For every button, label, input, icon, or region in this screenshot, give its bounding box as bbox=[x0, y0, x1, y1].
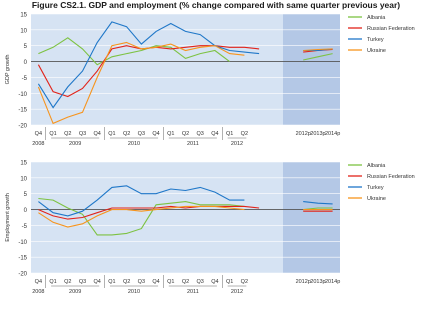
legend-label: Turkey bbox=[367, 37, 384, 43]
y-tick-label: -5 bbox=[21, 223, 27, 230]
x-tick-label: Q1 bbox=[49, 279, 57, 285]
x-tick-label: Q2 bbox=[64, 279, 72, 285]
x-tick-label: Q3 bbox=[196, 131, 204, 137]
y-tick-label: 0 bbox=[23, 60, 27, 67]
x-tick-label: Q1 bbox=[49, 131, 57, 137]
x-tick-label: Q3 bbox=[137, 279, 146, 285]
y-tick-label: -15 bbox=[18, 255, 27, 262]
x-tick-label: Q4 bbox=[152, 279, 160, 285]
x-year-label: 2008 bbox=[32, 141, 45, 147]
x-tick-label: Q3 bbox=[137, 131, 146, 137]
y-tick-label: 15 bbox=[20, 160, 27, 167]
y-tick-label: 5 bbox=[23, 44, 27, 51]
x-tick-label: 2013p bbox=[310, 279, 326, 285]
legend-label: Albania bbox=[367, 163, 386, 169]
x-tick-label: Q3 bbox=[196, 279, 204, 285]
legend-label: Turkey bbox=[367, 185, 384, 191]
y-axis-label: GDP growth bbox=[5, 54, 11, 85]
y-tick-label: 5 bbox=[23, 192, 27, 199]
x-tick-label: Q2 bbox=[64, 131, 72, 137]
x-tick-label: Q2 bbox=[122, 131, 131, 137]
x-tick-label: Q4 bbox=[211, 279, 219, 285]
x-tick-label: 2013p bbox=[310, 131, 326, 137]
y-tick-label: 10 bbox=[20, 28, 27, 35]
x-tick-label: Q4 bbox=[93, 279, 101, 285]
legend-label: Ukraine bbox=[367, 196, 386, 202]
y-tick-label: 15 bbox=[20, 12, 27, 19]
legend-label: Russian Federation bbox=[367, 174, 415, 180]
x-tick-label: Q1 bbox=[167, 131, 175, 137]
x-year-label: 2011 bbox=[186, 141, 199, 147]
x-tick-label: Q4 bbox=[211, 131, 219, 137]
figure-title: Figure CS2.1. GDP and employment (% change compared with same quarter previous year) bbox=[31, 0, 401, 10]
x-tick-label: 2012p bbox=[295, 279, 311, 285]
x-tick-label: 2012p bbox=[295, 131, 311, 137]
x-tick-label: Q1 bbox=[225, 131, 234, 137]
x-tick-label: Q1 bbox=[108, 131, 116, 137]
x-year-label: 2011 bbox=[186, 289, 199, 295]
y-tick-label: 0 bbox=[23, 208, 27, 215]
x-year-label: 2010 bbox=[127, 141, 141, 147]
x-tick-label: Q4 bbox=[152, 131, 160, 137]
x-tick-label: Q2 bbox=[240, 279, 249, 285]
x-tick-label: Q1 bbox=[167, 279, 175, 285]
x-year-label: 2012 bbox=[230, 141, 244, 147]
x-tick-label: Q2 bbox=[122, 279, 131, 285]
y-tick-label: -20 bbox=[18, 271, 27, 278]
x-tick-label: Q4 bbox=[34, 279, 43, 285]
legend-label: Russian Federation bbox=[367, 26, 415, 32]
y-tick-label: -10 bbox=[18, 91, 27, 98]
legend-label: Ukraine bbox=[367, 48, 386, 54]
y-tick-label: 10 bbox=[20, 176, 27, 183]
y-tick-label: -20 bbox=[18, 123, 27, 130]
x-year-label: 2009 bbox=[69, 289, 82, 295]
y-axis-label: Employment growth bbox=[5, 193, 11, 242]
y-tick-label: -5 bbox=[21, 75, 27, 82]
x-year-label: 2008 bbox=[32, 289, 45, 295]
x-tick-label: 2014p bbox=[324, 279, 341, 285]
forecast-area bbox=[283, 14, 340, 125]
x-tick-label: Q1 bbox=[108, 279, 116, 285]
legend-label: Albania bbox=[367, 15, 386, 21]
y-tick-label: -10 bbox=[18, 239, 27, 246]
x-year-label: 2010 bbox=[127, 289, 141, 295]
chart-panel-1 bbox=[5, 13, 415, 148]
x-tick-label: Q2 bbox=[181, 279, 190, 285]
x-tick-label: Q3 bbox=[78, 131, 87, 137]
x-tick-label: 2014p bbox=[324, 131, 341, 137]
forecast-area bbox=[283, 162, 340, 273]
x-tick-label: Q3 bbox=[78, 279, 87, 285]
x-tick-label: Q4 bbox=[34, 131, 43, 137]
x-year-label: 2009 bbox=[69, 141, 82, 147]
y-tick-label: -15 bbox=[18, 107, 27, 114]
x-tick-label: Q2 bbox=[240, 131, 249, 137]
chart-panel-2 bbox=[5, 161, 415, 296]
x-tick-label: Q2 bbox=[181, 131, 190, 137]
x-tick-label: Q4 bbox=[93, 131, 101, 137]
x-tick-label: Q1 bbox=[225, 279, 234, 285]
x-year-label: 2012 bbox=[230, 289, 244, 295]
